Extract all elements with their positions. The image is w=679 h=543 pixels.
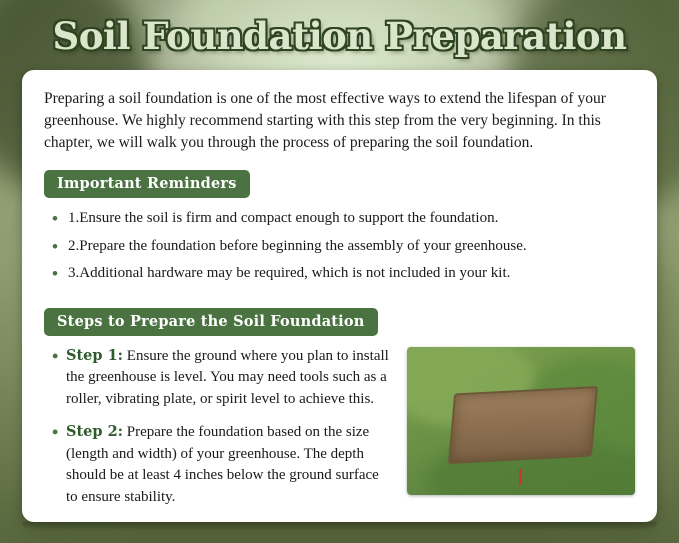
steps-heading: Steps to Prepare the Soil Foundation (44, 308, 378, 336)
list-item: • 2.Prepare the foundation before beginning the assembly of your greenhouse. (52, 235, 635, 258)
step-label: Step 2: (66, 422, 124, 440)
steps-list (44, 345, 393, 519)
page-title: Soil Foundation Preparation (52, 14, 627, 58)
reminders-list (44, 207, 635, 285)
content-card (22, 70, 657, 522)
step-text: Prepare the foundation based on the size (length and width) of your greenhouse. The depth should be at least 4 inches below the ground surface to ensure stability. (66, 423, 379, 505)
photo-excavated-pit (448, 386, 598, 464)
soil-foundation-photo (407, 347, 635, 495)
step-label: Step 1: (66, 346, 124, 364)
list-item: • 1.Ensure the soil is firm and compact enough to support the foundation. (52, 207, 635, 230)
step-text: Ensure the ground where you plan to install the greenhouse is level. You may need tools such as a roller, vibrating plate, or spirit level to achieve this. (66, 347, 389, 407)
photo-stake-marker (519, 469, 522, 485)
list-item: • 3.Additional hardware may be required, which is not included in your kit. (52, 262, 635, 285)
list-item (52, 345, 393, 411)
intro-paragraph: Preparing a soil foundation is one of the most effective ways to extend the lifespan of your greenhouse. We highly recommend starting with this step from the very beginning. In this chapter, we will walk you through the process of preparing the soil foundation. (44, 90, 606, 151)
important-reminders-heading: Important Reminders (44, 170, 250, 198)
steps-section (44, 345, 635, 519)
card-shadow (22, 522, 657, 530)
list-item (52, 421, 393, 509)
